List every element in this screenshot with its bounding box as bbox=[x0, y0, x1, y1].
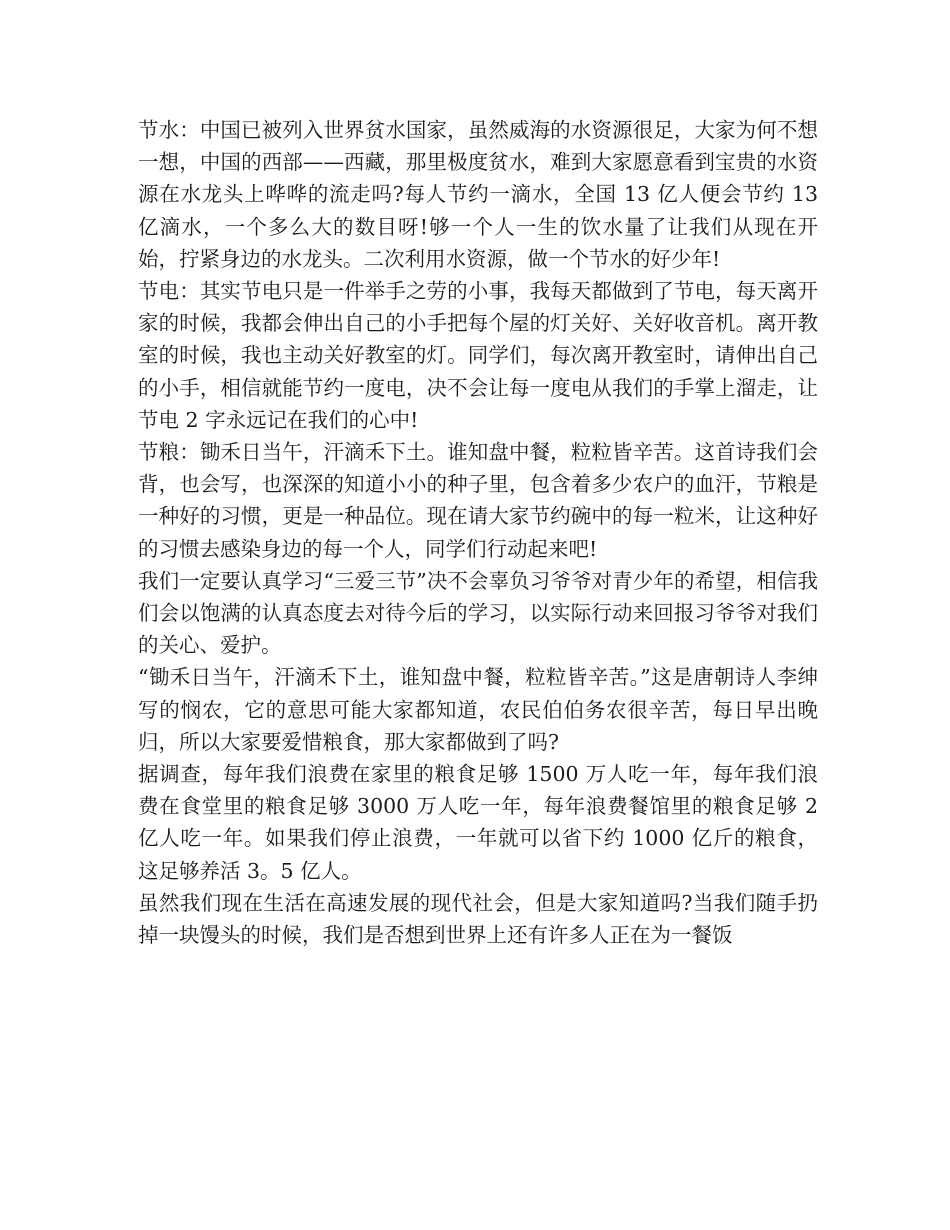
paragraph-water-saving: 节水：中国已被列入世界贫水国家，虽然威海的水资源很足，大家为何不想一想，中国的西部——西藏，那里极度贫水，难到大家愿意看到宝贵的水资源在水龙头上哗哗的流走吗?每人节约一滴水，全国 13 亿人便会节约 13 亿滴水，一个多么大的数目呀!够一个人一生的饮水量了让我们从现在开始，拧紧身边的水龙头。二次利用水资源，做一个节水的好少年! bbox=[138, 118, 818, 271]
paragraph-electricity-saving: 节电：其实节电只是一件举手之劳的小事，我每天都做到了节电，每天离开家的时候，我都会伸出自己的小手把每个屋的灯关好、关好收音机。离开教室的时候，我也主动关好教室的灯。同学们，每次离开教室时，请伸出自己的小手，相信就能节约一度电，决不会让每一度电从我们的手掌上溜走，让节电 2 字永远记在我们的心中! bbox=[138, 279, 818, 432]
paragraph-modern-society: 虽然我们现在生活在高速发展的现代社会，但是大家知道吗?当我们随手扔掉一块馒头的时候，我们是否想到世界上还有许多人正在为一餐饭 bbox=[138, 890, 818, 948]
paragraph-survey: 据调查，每年我们浪费在家里的粮食足够 1500 万人吃一年，每年我们浪费在食堂里的粮食足够 3000 万人吃一年，每年浪费餐馆里的粮食足够 2 亿人吃一年。如果我们停止浪费，一年就可以省下约 1000 亿斤的粮食，这足够养活 3。5 亿人。 bbox=[138, 762, 818, 883]
paragraph-three-loves-three-savings: 我们一定要认真学习“三爱三节”决不会辜负习爷爷对青少年的希望，相信我们会以饱满的认真态度去对待今后的学习，以实际行动来回报习爷爷对我们的关心、爱护。 bbox=[138, 568, 818, 658]
paragraph-food-saving: 节粮：锄禾日当午，汗滴禾下土。谁知盘中餐，粒粒皆辛苦。这首诗我们会背，也会写，也深深的知道小小的种子里，包含着多少农户的血汗，节粮是一种好的习惯，更是一种品位。现在请大家节约碗中的每一粒米，让这种好的习惯去感染身边的每一个人，同学们行动起来吧! bbox=[138, 440, 818, 561]
document-body bbox=[138, 114, 818, 951]
paragraph-poem-quote: “锄禾日当午，汗滴禾下土，谁知盘中餐，粒粒皆辛苦。”这是唐朝诗人李绅写的悯农，它的意思可能大家都知道，农民伯伯务农很辛苦，每日早出晚归，所以大家要爱惜粮食，那大家都做到了吗? bbox=[138, 665, 818, 754]
